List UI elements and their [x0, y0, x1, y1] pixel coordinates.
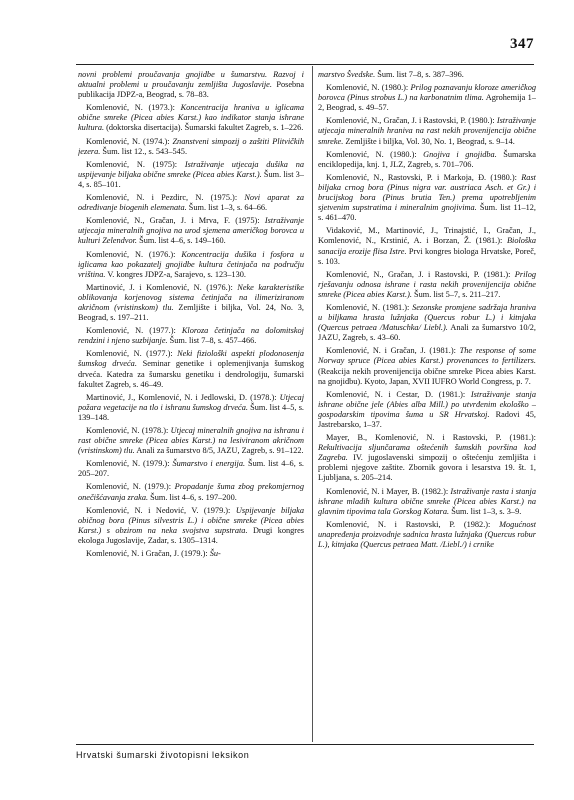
bibliography-entry [318, 520, 536, 550]
entry-source: Šum. list 4–6, s. 149–160. [137, 236, 226, 246]
entry-authors: Komlenović, N., Gračan, J. i Rastovski, P. (1980.): [326, 116, 497, 126]
entry-authors: Komlenović, N. i Pezdirc, N. (1975.): [86, 193, 245, 203]
entry-source: Radovi 45, Jastrebarsko, 1–37. [318, 409, 536, 429]
bibliography-entry [78, 70, 304, 100]
entry-authors: Mayer, B., Komlenović, N. i Rastovski, P. (1981.): [326, 433, 536, 443]
bibliography-entry [318, 303, 536, 343]
bibliography-entry [318, 150, 536, 170]
entry-authors: Martinović, J. i Komlenović, N. (1976.): [86, 282, 238, 292]
entry-title: Utjecaj požara vegetacije na tlo i ishranu šumskog drveća. [78, 392, 304, 412]
bibliography-entry [78, 137, 304, 157]
entry-title: Istraživanje utjecaja mineralnih gnojiva na urod sjemena američkog borovca u kulturi Zelendvor. [78, 216, 304, 246]
entry-title: Sezonske promjene sadržaja hraniva u biljkama hrasta lužnjaka (Quercus robur L.) i kitnjaka (Quercus petraea /Matuschka/ Liebl.). [318, 302, 536, 333]
entry-source: Šum. list 11–12, s. 461–470. [318, 203, 536, 223]
entry-title: Koncentracija hraniva u iglicama obične smreke (Picea abies Karst.) kao indikator stanja ishrane kultura. [78, 103, 304, 133]
bibliography-entry [318, 390, 536, 430]
entry-source: Zemljište i biljka, Vol. 30, No. 1, Beograd, s. 9–14. [343, 136, 515, 146]
entry-source: Drugi kongres ekologa Jugoslavije, Zadar, s. 1305–1314. [78, 525, 304, 545]
bibliography-entry [78, 283, 304, 323]
bibliography-entry [78, 160, 304, 190]
bibliography-entry [78, 482, 304, 502]
entry-title: Rekultivacija sljunčarama oštećenih šumskih površina kod Zagreba. [318, 443, 536, 463]
entry-title: Gnojiva i gnojidba. [423, 149, 497, 159]
bibliography-entry [318, 487, 536, 517]
entry-title: The response of some Norway spruce (Picea abies Karst.) provenances to fertilizers. [318, 346, 536, 366]
entry-title: Neki fiziološki aspekti plodonosenja šumskog drveća. [78, 349, 304, 369]
entry-title: Prilog rješavanju odnosa ishrane i rasta nekih provenijencija obične smreke (Picea abies Karst.). [318, 269, 536, 299]
entry-authors: Komlenović, N. (1973.): [86, 103, 181, 113]
entry-authors: Komlenović, N. (1976.): [86, 249, 182, 259]
entry-authors: Komlenović, N. i Rastovski, P. (1982.): [326, 519, 500, 529]
bibliography-entry [78, 506, 304, 546]
entry-source: Posebna publikacija JDPZ-a, Beograd, s. 78–83. [78, 80, 304, 100]
bibliography-entry [318, 270, 536, 300]
bibliography-entry [318, 433, 536, 483]
column-divider [312, 66, 313, 742]
entry-source: IV. jugoslavenski simpozij o oštećenju zemljišta i problemi njegove zaštite. Zbornik govora i lesarstva 19. št. 1, Ljubljana, s. 205–214. [318, 453, 536, 483]
entry-source: Šum. list 4–6, s. 197–200. [148, 492, 237, 502]
entry-source: Šum. list 5–7, s. 211–217. [411, 289, 501, 299]
entry-source: Šum. list 4–5, s. 139–148. [78, 402, 304, 422]
entry-title: Istraživanje stanja ishrane obične jele (Abies alba Mill.) po utvrđenim ekološko – gospodarskim tipovima šuma u SR Hrvatskoj. [318, 389, 536, 419]
right-column [318, 70, 536, 742]
entry-source: Šum. list 1–3, s. 64–66. [186, 203, 268, 213]
bibliography-entry [318, 83, 536, 113]
entry-authors: Komlenović, N. i Gračan, J. (1981.): [326, 346, 460, 356]
entry-authors: Vidaković, M., Martinović, J., Trinajstić, I., Gračan, J., Komlenović, N., Krstinić, A. i Borzan, Ž. (1981.): [318, 226, 536, 246]
entry-authors: Komlenović, N. (1980.): [326, 83, 411, 93]
entry-authors: Komlenović, N. (1981.): [326, 302, 413, 312]
entry-authors: Komlenović, N., Rastovski, P. i Markoja, Đ. (1980.): [326, 172, 522, 182]
entry-source: Seminar genetike i oplemenjivanja šumskog drveća. Katedra za šumarsku genetiku i dendrologiju, šumarski fakultet Zagreb, s. 46–49. [78, 359, 304, 389]
entry-source: Prvi kongres biologa Hrvatske, Poreč, s. 103. [318, 246, 536, 266]
entry-title: Šu- [209, 549, 221, 559]
entry-authors: Komlenović, N. (1978.): [86, 426, 171, 435]
entry-source: V. kongres JDPZ-a, Sarajevo, s. 123–130. [105, 269, 246, 279]
bibliography-entry [78, 250, 304, 280]
entry-title: marstvo Švedske. [318, 70, 376, 79]
entry-authors: Komlenović, N. i Cestar, D. (1981.): [326, 389, 471, 399]
bibliography-entry [78, 349, 304, 389]
entry-authors: Komlenović, N. (1974.): [86, 136, 173, 146]
entry-title: Rast biljaka crnog bora (Pinus nigra var. austriaca Asch. et Gr.) i brucijskog bora (Pinus brutia Ten.) prema upotrebljenim sjetvenim supstratima i mineralnim gnojivima. [318, 172, 536, 213]
entry-source: Šum. list 3–4, s. 85–101. [78, 169, 304, 189]
entry-source: Zemljište i biljka, Vol. 24, No. 3, Beograd, s. 197–211. [78, 302, 304, 323]
entry-authors: Komlenović, N. (1977.): [86, 326, 182, 336]
entry-source: Šumarska enciklopedija, knj. 1, JLZ, Zagreb, s. 701–706. [318, 149, 536, 169]
entry-title: Istraživanje utjecaja mineralnih hraniva na rast nekih provenijencija obične smreke. [318, 116, 536, 146]
bibliography-entry [78, 216, 304, 246]
entry-source: Šum. list 12., s. 543–545. [100, 146, 188, 156]
entry-authors: Komlenović, N., Gračan, J. i Rastovski, P. (1981.): [326, 269, 515, 279]
entry-source: Šum. list 7–8, s. 457–466. [167, 336, 257, 346]
entry-source: Anali za šumarstvo 10/2, JAZU, Zagreb, s. 43–60. [318, 323, 536, 343]
entry-title: Neke karakteristike oblikovanja korjenovog sistema četinjača na ilimeriziranom akričnom (vristinskom) tlu. [78, 282, 304, 312]
entry-title: Prilog poznavanju kloroze američkog borovca (Pinus strobus L.) na karbonatnim tlima. [318, 83, 536, 103]
entry-title: Utjecaj mineralnih gnojiva na ishranu i rast obične smreke (Picea abies Karst.) na lesiviranom akričnom (vristinskom) tlu. [78, 426, 304, 456]
bibliography-entry [78, 193, 304, 213]
entry-authors: Komlenović, N. (1980.): [326, 149, 424, 159]
page-number: 347 [510, 36, 534, 52]
entry-authors: Komlenović, N. i Nedović, V. (1979.): [86, 505, 236, 515]
entry-title: Šumarstvo i energija. [172, 459, 246, 469]
bibliography-entry [78, 426, 304, 456]
bibliography-entry [318, 116, 536, 146]
footer-title: Hrvatski šumarski životopisni leksikon [76, 750, 250, 760]
entry-authors: Komlenović, N. (1979.): [86, 459, 173, 469]
entry-title: Istraživanje rasta i stanja ishrane mladih kultura obične smreke (Picea abies Karst.) na glavnim tipovima tala Gorskog Kotara. [318, 486, 536, 516]
entry-authors: Komlenović, N. (1979.): [86, 482, 175, 492]
bibliography-entry [318, 346, 536, 386]
entry-title: Biološka sanacija erozije flisa Istre. [318, 236, 536, 256]
bibliography-entry [318, 173, 536, 223]
entry-title: Znanstveni simpozij o zaštiti Plitvičkih jezera. [78, 136, 304, 156]
entry-source: Šum. list 7–8, s. 387–396. [375, 70, 464, 79]
footer-rule [76, 744, 534, 745]
bibliography-entry [78, 459, 304, 479]
entry-authors: Martinović, J., Komlenović, N. i Jedlowski, D. (1978.): [86, 392, 280, 402]
entry-source: Šum. list 1–3, s. 3–9. [449, 506, 522, 516]
entry-title: Uspijevanje biljaka običnog bora (Pinus silvestris L.) i obične smreke (Picea abies Karst.) s obzirom na neka svojstva supstrata. [78, 505, 304, 535]
entry-title: novni problemi proučavanja gnojidbe u šumarstvu. Razvoj i aktualni problemi u proučavanju zemljišta Jugoslavije. [78, 70, 304, 90]
entry-source: (Reakcija nekih provenijencija obične smreke Picea abies Karst. na gnojidbu). Kyoto, Japan, XVII IUFRO World Congress, p. 7. [318, 366, 536, 386]
bibliography-entry [318, 226, 536, 266]
bibliography-entry [318, 70, 536, 80]
header-rule [76, 64, 534, 65]
bibliography-entry [78, 393, 304, 423]
bibliography-entry [78, 549, 304, 559]
entry-source: Šum. list 4–6, s. 205–207. [78, 459, 304, 479]
entry-authors: Komlenović, N. i Gračan, J. (1979.): [86, 549, 210, 559]
entry-title: Istraživanje utjecaja dušika na uspijevanje biljaka obične smreke (Picea abies Karst.). [78, 159, 304, 179]
entry-source: Agrohemija 1–2, Beograd, s. 49–57. [318, 93, 536, 113]
bibliography-entry [78, 103, 304, 133]
entry-title: Kloroza četinjača na dolomitskoj rendzini i njeno suzbijanje. [78, 326, 304, 346]
left-column [78, 70, 304, 742]
entry-authors: Komlenović, N. i Mayer, B. (1982.): [326, 486, 451, 496]
entry-title: Mogućnost unapređenja proizvodnje sadnica hrasta lužnjaka (Quercus robur L.), kitnjaka (Quercus petraea Matt. /Liebl./) i crnike [318, 519, 536, 550]
entry-source: (doktorska disertacija). Šumarski fakultet Zagreb, s. 1–226. [104, 123, 304, 133]
entry-title: Novi aparat za određivanje biogenih elemenata. [78, 193, 304, 213]
entry-title: Propadanje šuma zbog prekomjernog onečišćavanja zraka. [78, 482, 304, 502]
entry-authors: Komlenović, N. (1975): [86, 159, 185, 169]
entry-source: Anali za šumarstvo 8/5, JAZU, Zagreb, s. 91–122. [134, 446, 304, 456]
entry-authors: Komlenović, N. (1977.): [86, 349, 178, 359]
bibliography-entry [78, 326, 304, 346]
entry-title: Koncentracija dušika i fosfora u iglicama kao pokazatelj gnojidbe kultura četinjača na području vriština. [78, 249, 304, 279]
entry-authors: Komlenović, N., Gračan, J. i Mrva, F. (1975): [86, 216, 265, 226]
